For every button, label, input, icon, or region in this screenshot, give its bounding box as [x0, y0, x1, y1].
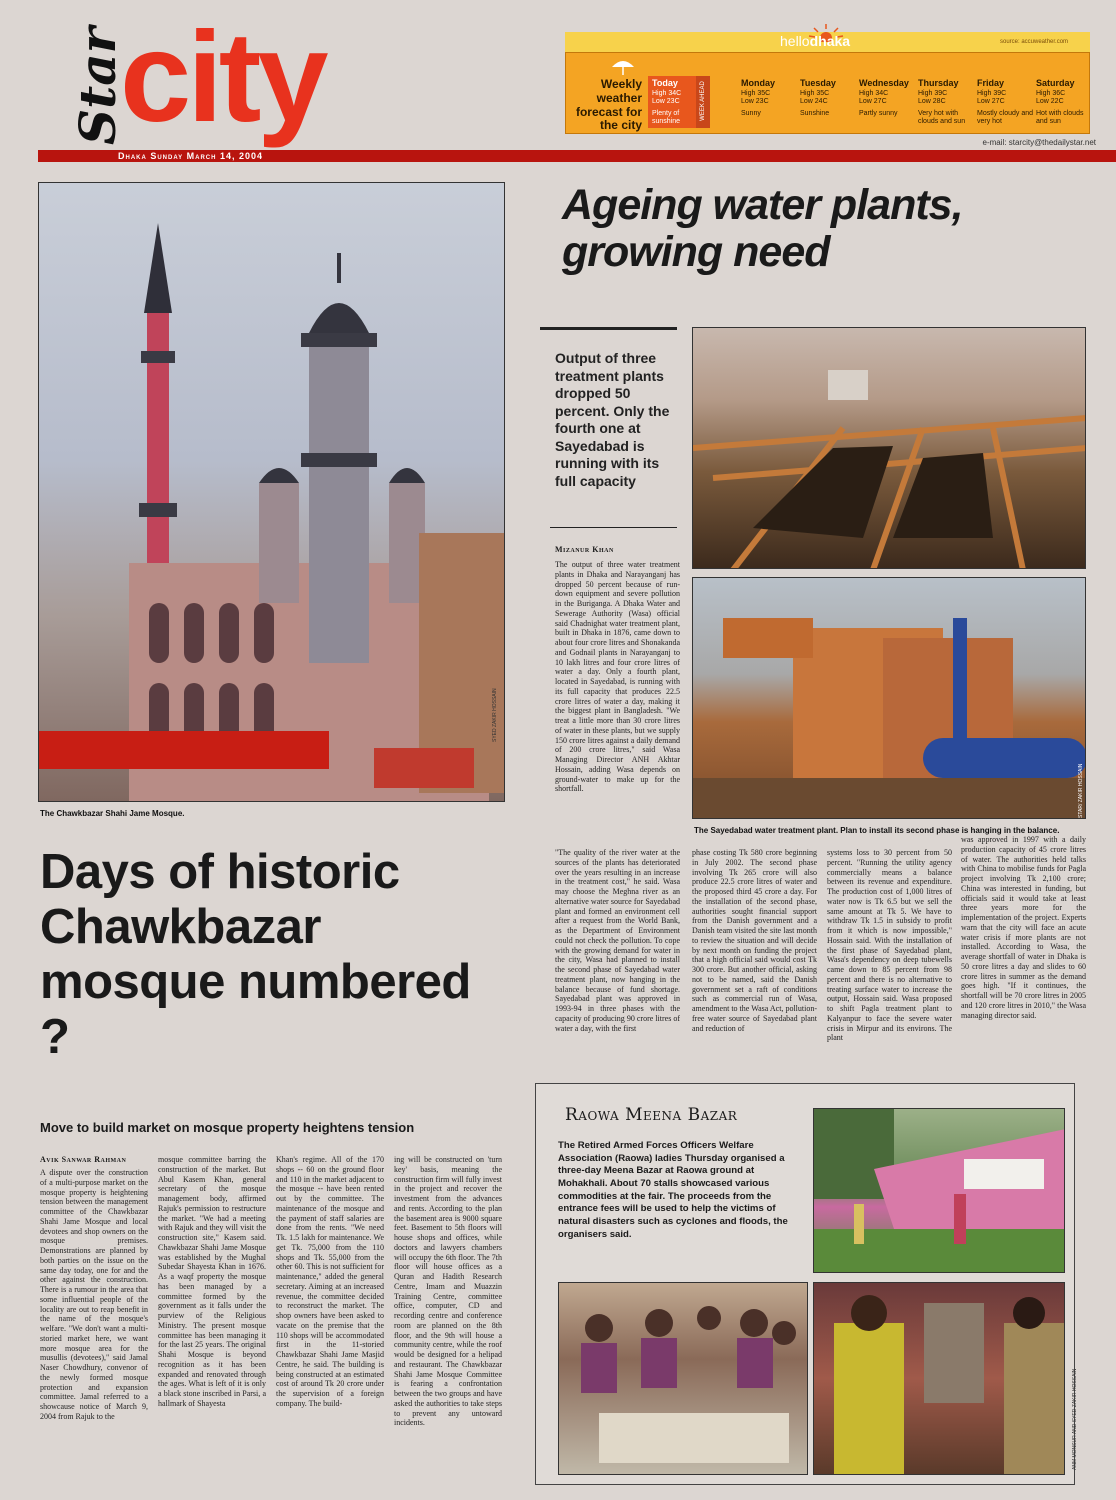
meena-photo-bangles [813, 1282, 1065, 1475]
weather-day: Wednesday High 34C Low 27C Partly sunny [859, 78, 909, 117]
weather-day: Thursday High 39C Low 28C Very hot with clouds and sun [918, 78, 966, 126]
umbrella-icon [610, 57, 636, 77]
water-column: The output of three water treatment plants in Dhaka and Narayanganj has dropped 50 percent because of run-down equipment and severe pollution in the Buriganga. A Dhaka Water and Sewerage Authority (Wasa) official said Chadnighat water treatment plant, built in Dhaka in 1876, came down to about four crore litres and Shonakanda and Godnail plants in Narayanganj to 10 lakh litres and four crore litres of water a day. Only a fourth plant, located in Sayedabad, is running with its full capacity that produces 22.5 crore litres of water a day, making it the biggest plant in Bangladesh. "We treat a little more than 30 crore litres of water in these plants, but we supply 150 crore litres against a daily demand of 200 crore litres," said Wasa Managing Director ANH Akhtar Hossain, adding Wasa depends on ground-water to make up for the shortfall. [555, 560, 680, 794]
water-column: systems loss to 30 percent from 50 percent. "Running the utility agency commercially means a balance between its revenue and expenditure. The production cost of 1,000 litres of water now is Tk 6.5 but we sell the same amount at Tk 5. We have to withdraw Tk 1.5 in subsidy to profit from it which is now impossible," Hossain said. With the installation of the first phase of Sayedabad plant, Wasa's dependency on deep tubewells came down to 85 percent from 98 percent and there is no alternative to treating surface water to increase the output, Hossain said. Wasa proposed to shift Pagla treatment plant to Kalyanpur to face the severe water crisis in Mirpur and its environs. The plant [827, 848, 952, 1043]
weather-brand: hellodhaka [780, 33, 851, 49]
water-byline: Mizanur Khan [555, 545, 614, 554]
water-caption: The Sayedabad water treatment plant. Plan to install its second phase is hanging in the balance. [694, 826, 1060, 835]
mosque-caption: The Chawkbazar Shahi Jame Mosque. [40, 809, 185, 818]
water-column: phase costing Tk 580 crore beginning in July 2002. The second phase involving Tk 265 crore will also produce 22.5 crore litres of water and the proposed third 45 crore a day. For the installation of the second phase, authorities sought financial support from the Danish government and a Danish team visited the site last month to review the situation and will decide by next month on funding the project that a high official said would cost Tk 300 crore. But another official, asking not to be named, said the Danish government set a raft of conditions such as commercial run of Wasa, amendment to the Wasa Act, pollution-free water source of Sayedabad plant and reduction of [692, 848, 817, 1033]
treatment-plant-photo-1 [692, 327, 1086, 569]
mosque-byline: Avik Sanwar Rahman [40, 1155, 127, 1164]
water-headline: Ageing water plants, growing need [562, 181, 963, 277]
mosque-column: mosque committee barring the construction of the market. But Abul Kasem Khan, general secretary of the mosque management body, affirmed Rajuk's permission to restructure the market. "We had a meeting with Rajuk and they will visit the construction site," Kasem said. Chawkbazar Shahi Jame Mosque was established by the Mughal Subedar Shayesta Khan in 1676. As a waqf property the mosque has been managed by a committee formed by the government as it falls under the purview of the Religious Ministry. The present mosque committee has been managing it for the last 25 years. The original Shahi Mosque is beyond recognition as it has been expanded and renovated through the ages. What is left of it is only a black stone inscribed in Parsi, a hallmark of Shayesta [158, 1155, 266, 1408]
mosque-headline: Days of historic Chawkbazar mosque numbered ? [40, 845, 471, 1064]
weather-source: source: accuweather.com [1000, 39, 1069, 45]
star-logo: Star [68, 27, 127, 145]
section-title: city [120, 6, 325, 149]
photo-credit: STAR/ ZAKIR HOSSAIN [1078, 763, 1084, 818]
deck-rule [550, 527, 677, 528]
mosque-column: ing will be constructed on 'turn key' basis, meaning the construction firm will fully invest in the project and recover the investment from the advances and rents. According to the plan the basement area is 9000 square feet. Basement to 5th floors will house shops and offices, while doctors and lawyers chambers will occupy the 6th floor. The 7th floor will house offices as a Quran and Hadith Research Centre, Imam and Muazzin Training Centre, committee office, computer, CD and recording centre and conference room are planned on the 8th floor, and the 9th will house a community centre, while the roof would be designed for a helipad and restaurant. The Chawkbazar Shahi Jame Mosque Committee is fearing a confrontation between the two groups and have asked the authorities to take steps to prevent any untoward incidents. [394, 1155, 502, 1428]
meena-photo-crowd [558, 1282, 808, 1475]
mosque-column: A dispute over the construction of a multi-purpose market on the mosque property is heightening tension between the management committee of the Chawkbazar Shahi Jame Mosque and local devotees and shop owners on the mosque premises. Demonstrations are planned by both parties on the issue on the same day today, one for and the other against the construction. There is a rumour in the area that some influential people of the locality are out to reap benefit in the name of the mosque's welfare. "We don't want a multi-storied market here, we want more mosque area for the musullis (devotees)," said Jamal Naser Chowdhury, convenor of the newly formed mosque protection and expansion committee. Jamal referred to a showcause notice of March 9, 2004 from Rajuk to the [40, 1168, 148, 1421]
treatment-plant-photo-2 [692, 577, 1086, 819]
weather-day: Monday High 35C Low 23C Sunny [741, 78, 776, 117]
headline-rule [540, 327, 677, 330]
week-ahead-tag: WEEK AHEAD [696, 76, 710, 128]
mosque-photo [38, 182, 505, 802]
water-deck: Output of three treatment plants dropped 50 percent. Only the fourth one at Sayedabad is running with its full capacity [555, 350, 670, 489]
weather-day: Today High 34C Low 23C Plenty of sunshine [652, 78, 682, 126]
meena-text: The Retired Armed Forces Officers Welfare Association (Raowa) ladies Thursday organised a three-day Meena Bazar at Raowa ground at Mohakhali. About 70 stalls showcased various commodities at the fair. The proceeds from the entrance fees will be used to help the victims of natural disasters such as cyclones and floods, the organisers said. [558, 1140, 788, 1240]
mosque-deck: Move to build market on mosque property heightens tension [40, 1120, 415, 1135]
dateline: Dhaka Sunday March 14, 2004 [118, 151, 263, 161]
meena-title: Raowa Meena Bazar [565, 1105, 738, 1125]
weather-day: Tuesday High 35C Low 24C Sunshine [800, 78, 836, 117]
meena-photo-stalls [813, 1108, 1065, 1273]
section-email: e-mail: starcity@thedailystar.net [982, 138, 1096, 147]
water-column: was approved in 1997 with a daily production capacity of 45 crore litres of water. The authorities held talks with China to mobilise funds for Pagla project involving Tk 2,100 crore; China was interested in funding, but officials said it would take at least three years more for the implementation of the project. Experts warn that the city will face an acute water crisis if more plants are not installed. According to Wasa, the average shortfall of water in Dhaka is 50 crore litres a day and slides to 60 crore litres in summer as the demand goes high. "If it continues, the shortfall will be 70 crore litres in 2005 and 120 crore litres in 2010," the Wasa managing director said. [961, 835, 1086, 1020]
photo-credit: ANM MONSUR AND SYED ZAKIR HOSSAIN [1072, 1368, 1078, 1470]
mosque-column: Khan's regime. All of the 170 shops -- 60 on the ground floor and 110 in the market adjacent to the mosque -- have been rented out by the committee. The maintenance of the mosque and the payment of staff salaries are done from the rents. "We need Tk. 1.5 lakh for maintenance. We get Tk. 75,000 from the 110 shops and Tk. 55,000 from the other 60. This is not sufficient for maintenance," added the general secretary. Aiming at an increased revenue, the committee decided to reconstruct the market. The shop owners have been asked to vacate on the premise that the 110 shops will be accommodated first in the 11-storied Chawkbazar Shahi Jame Masjid Centre, he said. The building is being constructed at an estimated cost of around Tk 20 crore under the supervision of a foreign company. The build- [276, 1155, 384, 1408]
photo-credit: SYED ZAKIR HOSSAIN [492, 688, 498, 742]
weather-day: Saturday High 36C Low 22C Hot with clouds and sun [1036, 78, 1084, 126]
weather-day: Friday High 39C Low 27C Mostly cloudy and very hot [977, 78, 1034, 126]
weather-title: Weekly weather forecast for the city [575, 77, 642, 133]
water-column: "The quality of the river water at the sources of the plants has deteriorated over the years resulting in an increase in the treatment cost," he said. Wasa may choose the Meghna river as an alternative water source for Sayedabad plant and formed an environment cell after a request from the World Bank, as the Department of Environment could not check the pollution. To cope with the growing demand for water in the city, Wasa had planned to install the second phase of Sayedabad water treatment plant, now hanging in the balance because of fund shortage. Sayedabad plant was approved in 1993-94 in three phases with the capacity of producing 90 crore litres of water a day, with the first [555, 848, 680, 1033]
